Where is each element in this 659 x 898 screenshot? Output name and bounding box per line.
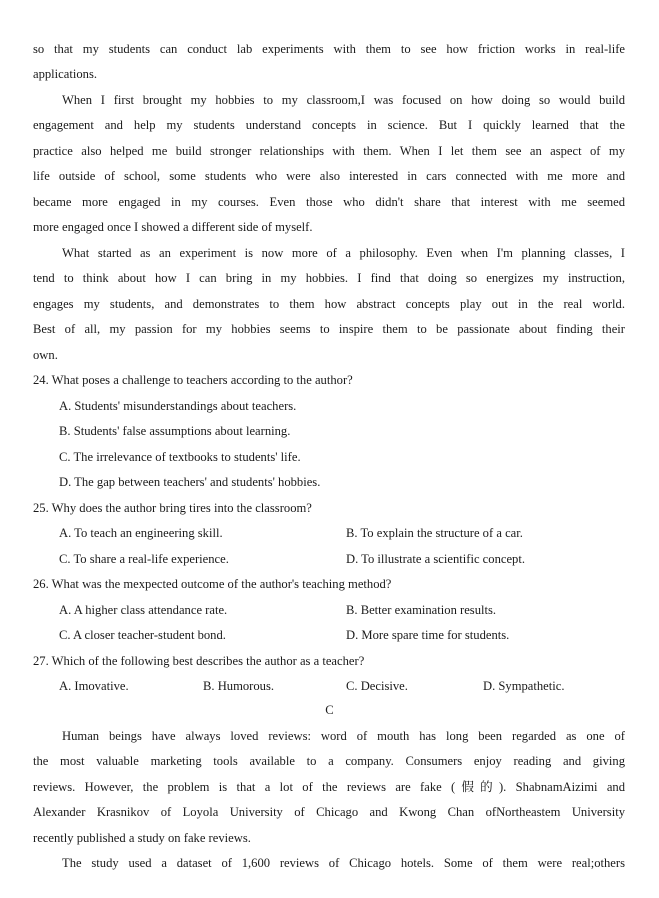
passage-line: Best of all, my passion for my hobbies seems to inspire them to be passionate about finding their [33,322,625,336]
option-row [0,550,659,568]
passage-line: reviews. However, the problem is that a lot of the reviews are fake (假的). ShabnamAizimi and [33,780,625,794]
answer-option: B. Humorous. [203,679,275,693]
answer-option: B. Students' false assumptions about learning. [59,424,291,438]
question-stem: 27. Which of the following best describes the author as a teacher? [33,654,365,668]
passage-line: so that my students can conduct lab experiments with them to see how friction works in real-life [33,42,625,56]
passage-line: life outside of school, some students who were also interested in cars connected with me more and [33,169,625,183]
section-heading: C [325,703,334,717]
passage-line: more engaged once I showed a different side of myself. [33,220,313,234]
answer-option: C. To share a real-life experience. [59,552,229,566]
passage-line: The study used a dataset of 1,600 reviews of Chicago hotels. Some of them were real;others [62,856,625,870]
passage-line: own. [33,348,58,362]
answer-option: C. A closer teacher-student bond. [59,628,226,642]
answer-option: D. To illustrate a scientific concept. [346,552,525,566]
answer-option: A. Imovative. [59,679,129,693]
passage-line: the most valuable marketing tools available to a company. Consumers enjoy reading and giving [33,754,625,768]
option-row [0,626,659,644]
option-row [0,601,659,619]
answer-option: B. To explain the structure of a car. [346,526,523,540]
option-row [0,677,659,695]
answer-option: D. More spare time for students. [346,628,510,642]
passage-line: practice also helped me build stronger relationships with them. When I let them see an aspect of my [33,144,625,158]
option-row [0,524,659,542]
passage-line: What started as an experiment is now more of a philosophy. Even when I'm planning classes, I [62,246,625,260]
passage-line: Human beings have always loved reviews: word of mouth has long been regarded as one of [62,729,625,743]
passage-line: became more engaged in my courses. Even those who didn't share that interest with me seemed [33,195,625,209]
question-stem: 26. What was the mexpected outcome of the author's teaching method? [33,577,392,591]
question-stem: 25. Why does the author bring tires into the classroom? [33,501,312,515]
answer-option: B. Better examination results. [346,603,497,617]
passage-line: When I first brought my hobbies to my classroom,I was focused on how doing so would build [62,93,625,107]
passage-line: recently published a study on fake reviews. [33,831,251,845]
answer-option: D. Sympathetic. [483,679,565,693]
answer-option: A. A higher class attendance rate. [59,603,228,617]
passage-line: engagement and help my students understand concepts in science. But I quickly learned that the [33,118,625,132]
answer-option: C. The irrelevance of textbooks to students' life. [59,450,301,464]
passage-line: Alexander Krasnikov of Loyola University of Chicago and Kwong Chan ofNortheastem University [33,805,625,819]
passage-line: engages my students, and demonstrates to them how abstract concepts play out in the real world. [33,297,625,311]
answer-option: C. Decisive. [346,679,408,693]
passage-line: applications. [33,67,98,81]
passage-line: tend to think about how I can bring in my hobbies. I find that doing so energizes my instruction, [33,271,625,285]
question-stem: 24. What poses a challenge to teachers according to the author? [33,373,353,387]
answer-option: D. The gap between teachers' and students' hobbies. [59,475,321,489]
answer-option: A. To teach an engineering skill. [59,526,223,540]
answer-option: A. Students' misunderstandings about teachers. [59,399,297,413]
